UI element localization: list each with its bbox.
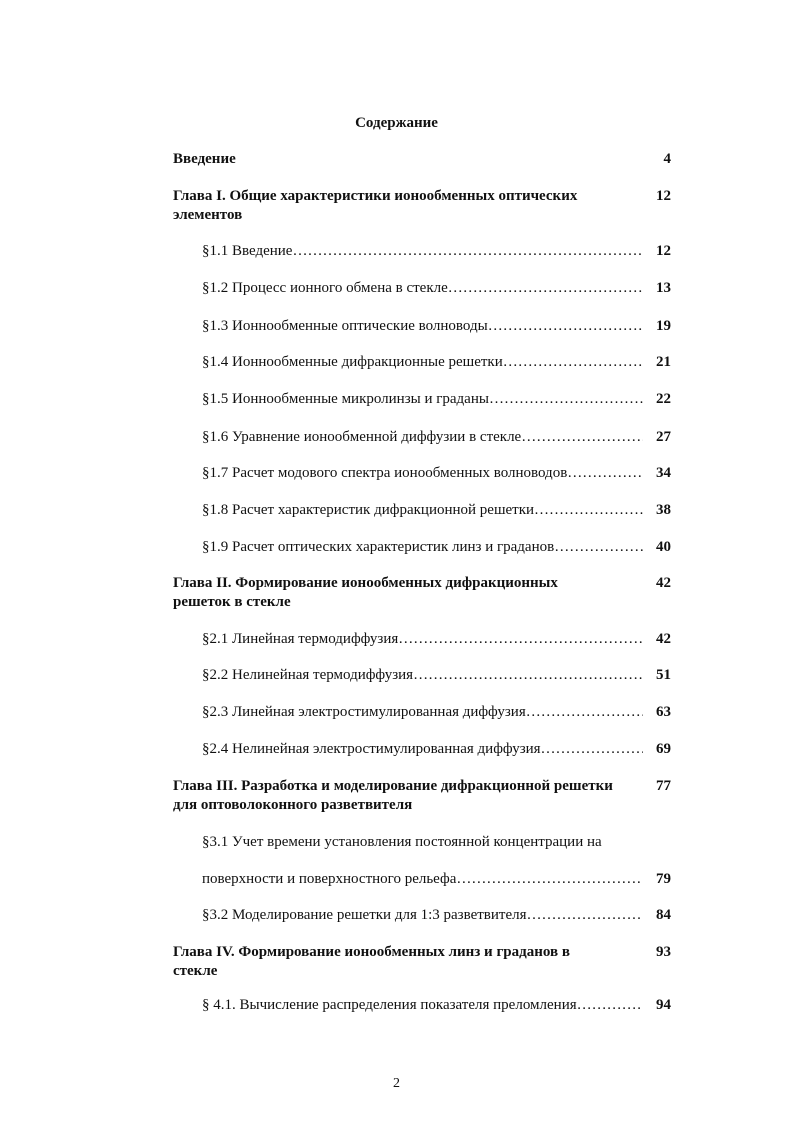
toc-section	[202, 870, 671, 889]
dot-leader	[527, 906, 643, 925]
dot-leader	[521, 428, 643, 447]
page-ref: 84	[656, 907, 671, 923]
chapter-title-line: Глава IV. Формирование ионообменных линз и граданов в	[173, 944, 570, 960]
toc-section	[202, 703, 671, 722]
dot-leader	[577, 996, 643, 1015]
toc-section	[202, 317, 671, 336]
toc-section	[202, 390, 671, 409]
dot-leader	[488, 317, 643, 336]
section-title: §1.8 Расчет характеристик дифракционной решетки	[202, 502, 535, 518]
section-title: §1.5 Ионнообменные микролинзы и граданы	[202, 391, 489, 407]
section-title: §1.6 Уравнение ионообменной диффузии в стекле	[202, 429, 522, 445]
page-ref: 4	[663, 151, 671, 167]
toc-section	[202, 501, 671, 520]
toc-section	[202, 428, 671, 447]
page-ref: 27	[656, 429, 671, 445]
toc-section	[202, 630, 671, 649]
page-ref: 94	[656, 997, 671, 1013]
toc-section	[202, 279, 671, 298]
toc-section	[202, 906, 671, 925]
page-ref: 42	[656, 575, 671, 591]
dot-leader	[292, 242, 643, 261]
chapter-title-line: Глава III. Разработка и моделирование дифракционной решетки	[173, 778, 613, 794]
page-ref: 19	[656, 318, 671, 334]
dot-leader	[541, 740, 643, 759]
toc-chapter	[173, 574, 671, 612]
dot-leader	[456, 870, 643, 889]
page-ref: 79	[656, 871, 671, 887]
section-title: §1.3 Ионнообменные оптические волноводы	[202, 318, 488, 334]
chapter-title-line: Глава I. Общие характеристики ионообменных оптических	[173, 188, 578, 204]
page-ref: 42	[656, 631, 671, 647]
page-ref: 93	[656, 944, 671, 960]
page-ref: 63	[656, 704, 671, 720]
section-title: §1.2 Процесс ионного обмена в стекле	[202, 280, 448, 296]
toc-chapter	[173, 777, 671, 815]
section-title: § 4.1. Вычисление распределения показателя преломления	[202, 997, 577, 1013]
toc-section	[202, 242, 671, 261]
chapter-title-line: решеток в стекле	[173, 594, 291, 610]
page-ref: 69	[656, 741, 671, 757]
section-title: §1.9 Расчет оптических характеристик линз и граданов	[202, 539, 555, 555]
toc-title: Содержание	[355, 115, 438, 131]
toc-section	[202, 353, 671, 372]
dot-leader	[413, 666, 643, 685]
chapter-title-line: для оптоволоконного разветвителя	[173, 797, 413, 813]
chapter-title-line: стекле	[173, 963, 218, 979]
toc-section	[202, 833, 671, 852]
section-title: поверхности и поверхностного рельефа	[202, 871, 457, 887]
toc-section	[202, 464, 671, 483]
dot-leader	[503, 353, 643, 372]
dot-leader	[526, 703, 643, 722]
toc-section	[202, 538, 671, 557]
toc-chapter	[173, 943, 671, 981]
page-ref: 34	[656, 465, 671, 481]
chapter-title-line: Введение	[173, 151, 236, 167]
page-ref: 77	[656, 778, 671, 794]
toc-section	[202, 996, 671, 1015]
toc-chapter	[173, 150, 671, 169]
section-title: §1.1 Введение	[202, 243, 293, 259]
dot-leader	[567, 464, 643, 483]
section-title: §2.1 Линейная термодиффузия	[202, 631, 399, 647]
chapter-title-line: Глава II. Формирование ионообменных дифракционных	[173, 575, 558, 591]
section-title: §1.7 Расчет модового спектра ионообменных волноводов	[202, 465, 568, 481]
page-ref: 51	[656, 667, 671, 683]
section-title: §2.2 Нелинейная термодиффузия	[202, 667, 414, 683]
page-ref: 40	[656, 539, 671, 555]
page-ref: 38	[656, 502, 671, 518]
page-number: 2	[393, 1076, 400, 1091]
section-title: §3.1 Учет времени установления постоянной концентрации на	[202, 834, 602, 850]
dot-leader	[448, 279, 643, 298]
page-ref: 12	[656, 243, 671, 259]
toc-chapter	[173, 187, 671, 225]
dot-leader	[489, 390, 643, 409]
page-ref: 12	[656, 188, 671, 204]
chapter-title-line: элементов	[173, 207, 243, 223]
section-title: §3.2 Моделирование решетки для 1:3 разветвителя	[202, 907, 527, 923]
page-ref: 13	[656, 280, 671, 296]
section-title: §2.4 Нелинейная электростимулированная диффузия	[202, 741, 541, 757]
toc-section	[202, 740, 671, 759]
page-ref: 22	[656, 391, 671, 407]
section-title: §2.3 Линейная электростимулированная диффузия	[202, 704, 526, 720]
toc-section	[202, 666, 671, 685]
page-ref: 21	[656, 354, 671, 370]
dot-leader	[554, 538, 643, 557]
section-title: §1.4 Ионнообменные дифракционные решетки	[202, 354, 503, 370]
dot-leader	[398, 630, 643, 649]
dot-leader	[534, 501, 643, 520]
